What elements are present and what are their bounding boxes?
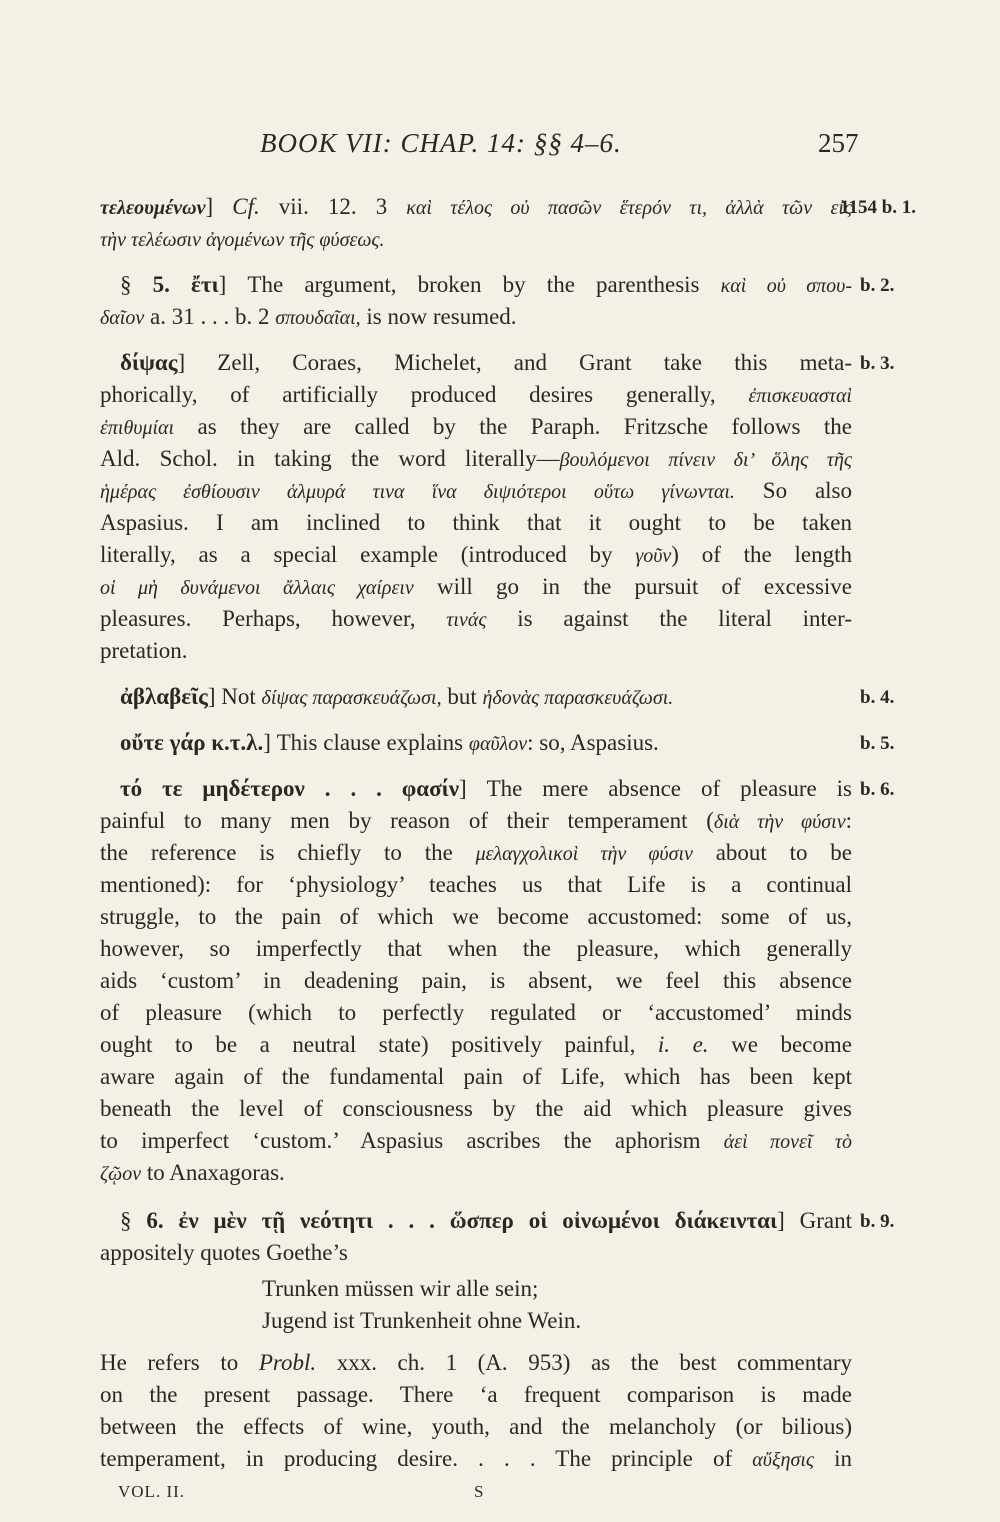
text-line	[100, 1238, 852, 1268]
margin-reference: b. 2.	[860, 275, 895, 296]
text-line	[100, 636, 852, 666]
text-line	[100, 966, 852, 996]
text-line	[120, 270, 852, 301]
text-line	[100, 444, 852, 475]
line-segment: beneath the level of consciousness by the aid which pleasure gives	[100, 1096, 852, 1121]
text-line	[100, 1380, 852, 1410]
line-segment: ἀβλαβεῖς	[120, 684, 208, 709]
line-segment: : so, Aspasius.	[527, 730, 659, 755]
line-segment: ] This clause explains	[263, 730, 469, 755]
text-line	[100, 1412, 852, 1442]
text-line	[120, 1206, 852, 1236]
line-segment: pleasures. Perhaps, however,	[100, 606, 447, 631]
line-segment: is now resumed.	[360, 304, 517, 329]
verse-line	[262, 1306, 581, 1336]
line-segment: 5. ἔτι	[152, 272, 219, 297]
greek-text: ζῷον	[100, 1163, 142, 1185]
line-segment: temperament, in producing desire. . . . The principle of	[100, 1446, 753, 1471]
greek-text: δίψας παρασκευάζωσι,	[261, 687, 442, 709]
greek-text: καὶ οὐ σπου-	[720, 275, 852, 297]
margin-reference: b. 4.	[860, 687, 895, 708]
line-segment: is against the literal inter-	[486, 606, 852, 631]
text-line	[100, 1094, 852, 1124]
line-segment: struggle, to the pain of which we become accustomed: some of us,	[100, 904, 852, 929]
text-line	[100, 476, 852, 507]
line-segment: Ald. Schol. in taking the word literally—	[100, 446, 560, 471]
line-segment: aids ‘custom’ in deadening pain, is absent, we feel this absence	[100, 968, 852, 993]
text-line	[100, 604, 852, 635]
text-line	[120, 774, 852, 804]
line-segment: appositely quotes Goethe’s	[100, 1240, 348, 1265]
line-segment: about to be	[692, 840, 852, 865]
line-segment: ] Grant	[777, 1208, 852, 1233]
margin-reference: b. 5.	[860, 733, 895, 754]
line-segment: to Anaxagoras.	[141, 1160, 285, 1185]
greek-text: δαῖον	[100, 307, 145, 329]
text-line	[100, 1158, 852, 1189]
greek-text: διὰ τὴν φύσιν	[713, 811, 846, 833]
text-line	[120, 728, 852, 759]
greek-text: ἐπισκευασταὶ	[748, 385, 852, 407]
volume-footer: VOL. II.	[118, 1482, 186, 1501]
text-line	[100, 1126, 852, 1157]
text-line	[100, 934, 852, 964]
greek-text: οἱ μὴ δυνάμενοι ἄλλαις χαίρειν	[100, 577, 414, 599]
text-line	[100, 508, 852, 538]
greek-text: ἀεὶ πονεῖ τὸ	[723, 1131, 852, 1153]
line-segment: i. e.	[657, 1032, 709, 1057]
line-segment: ] The argument, broken by the parenthesis	[218, 272, 721, 297]
line-segment: ) of the length	[671, 542, 853, 567]
text-line	[100, 302, 852, 333]
greek-text: τὴν τελέωσιν ἀγομένων τῆς φύσεως.	[100, 229, 385, 251]
line-segment: in	[814, 1446, 853, 1471]
line-segment: ] Zell, Coraes, Michelet, and Grant take this meta-	[177, 350, 852, 375]
line-segment: ought to be a neutral state) positively painful,	[100, 1032, 658, 1057]
greek-text: τελεουμένων	[100, 197, 206, 219]
line-segment: δίψας	[120, 350, 178, 375]
text-line	[100, 1030, 852, 1060]
line-segment: aware again of the fundamental pain of Life, which has been kept	[100, 1064, 852, 1089]
margin-reference: b. 9.	[860, 1211, 895, 1232]
greek-text: ἡμέρας ἐσθίουσιν ἁλμυρά τινα ἵνα διψιότεροι οὕτω γίνωνται.	[100, 481, 735, 503]
line-segment: Probl.	[258, 1350, 317, 1375]
line-segment: on the present passage. There ‘a frequent comparison is made	[100, 1382, 852, 1407]
greek-text: σπουδαῖαι,	[275, 307, 361, 329]
text-line	[100, 224, 852, 255]
line-segment: the reference is chiefly to the	[100, 840, 476, 865]
line-segment: 6. ἐν μὲν τῇ νεότητι . . . ὥσπερ οἱ οἰνωμένοι διάκεινται	[146, 1208, 778, 1233]
text-line	[100, 380, 852, 411]
text-line	[120, 348, 852, 378]
greek-text: φαῦλον	[468, 733, 528, 755]
line-segment: vii. 12. 3	[259, 194, 407, 219]
margin-reference: b. 3.	[860, 353, 895, 374]
text-line	[100, 998, 852, 1028]
text-line	[100, 540, 852, 571]
line-segment: §	[120, 1208, 147, 1233]
line-segment: to imperfect ‘custom.’ Aspasius ascribes the aphorism	[100, 1128, 724, 1153]
text-line	[100, 806, 852, 837]
margin-reference: b. 6.	[860, 779, 895, 800]
greek-text: μελαγχολικοὶ τὴν φύσιν	[475, 843, 693, 865]
margin-reference: 1154 b. 1.	[840, 197, 917, 218]
line-segment: however, so imperfectly that when the pleasure, which generally	[100, 936, 852, 961]
line-segment: between the effects of wine, youth, and the melancholy (or bilious)	[100, 1414, 852, 1439]
greek-text: τινάς	[446, 609, 487, 631]
line-segment: ]	[205, 194, 233, 219]
text-line	[100, 1062, 852, 1092]
text-line	[100, 572, 852, 603]
line-segment: Cf.	[232, 194, 260, 219]
line-segment: we become	[708, 1032, 852, 1057]
line-segment: will go in the pursuit of excessive	[413, 574, 853, 599]
greek-text: ἡδονὰς παρασκευάζωσι.	[482, 687, 674, 709]
line-segment: of pleasure (which to perfectly regulated or ‘accustomed’ minds	[100, 1000, 852, 1025]
line-segment: literally, as a special example (introduced by	[100, 542, 636, 567]
line-segment: painful to many men by reason of their temperament (	[100, 808, 714, 833]
line-segment: :	[845, 808, 852, 833]
greek-text: γοῦν	[635, 545, 672, 567]
line-segment: pretation.	[100, 638, 188, 663]
line-segment: a. 31 . . . b. 2	[144, 304, 276, 329]
text-line	[100, 412, 852, 443]
line-segment: Jugend ist Trunkenheit ohne Wein.	[262, 1308, 582, 1333]
line-segment: τό τε μηδέτερον . . . φασίν	[120, 776, 459, 801]
line-segment: §	[120, 272, 153, 297]
text-line	[100, 1444, 852, 1475]
line-segment: οὔτε γάρ κ.τ.λ.	[120, 730, 264, 755]
line-segment: He refers to	[100, 1350, 259, 1375]
line-segment: phorically, of artificially produced desires generally,	[100, 382, 749, 407]
line-segment: mentioned): for ‘physiology’ teaches us that Life is a continual	[100, 872, 852, 897]
greek-text: αὔξησις	[752, 1449, 814, 1471]
text-line	[120, 682, 852, 713]
page-number: 257	[818, 128, 859, 158]
line-segment: So also	[734, 478, 852, 503]
text-line	[100, 1348, 852, 1378]
signature-mark: S	[474, 1482, 485, 1501]
greek-text: βουλόμενοι πίνειν δι’ ὅλης τῆς	[559, 449, 852, 471]
line-segment: Trunken müssen wir alle sein;	[262, 1276, 539, 1301]
line-segment: as they are called by the Paraph. Fritzsche follows the	[174, 414, 852, 439]
greek-text: καὶ τέλος οὐ πασῶν ἕτερόν τι, ἀλλὰ τῶν εἰς	[406, 197, 852, 219]
line-segment: but	[441, 684, 483, 709]
text-line	[100, 902, 852, 932]
line-segment: ] The mere absence of pleasure is	[458, 776, 852, 801]
running-header: BOOK VII: CHAP. 14: §§ 4–6.	[260, 128, 622, 158]
verse-line	[262, 1274, 538, 1304]
text-line	[100, 838, 852, 869]
line-segment: xxx. ch. 1 (Α. 953) as the best commentary	[316, 1350, 852, 1375]
line-segment: ] Not	[207, 684, 262, 709]
text-line	[100, 870, 852, 900]
text-line	[100, 192, 852, 223]
greek-text: ἐπιθυμίαι	[100, 417, 175, 439]
line-segment: Aspasius. I am inclined to think that it ought to be taken	[100, 510, 852, 535]
